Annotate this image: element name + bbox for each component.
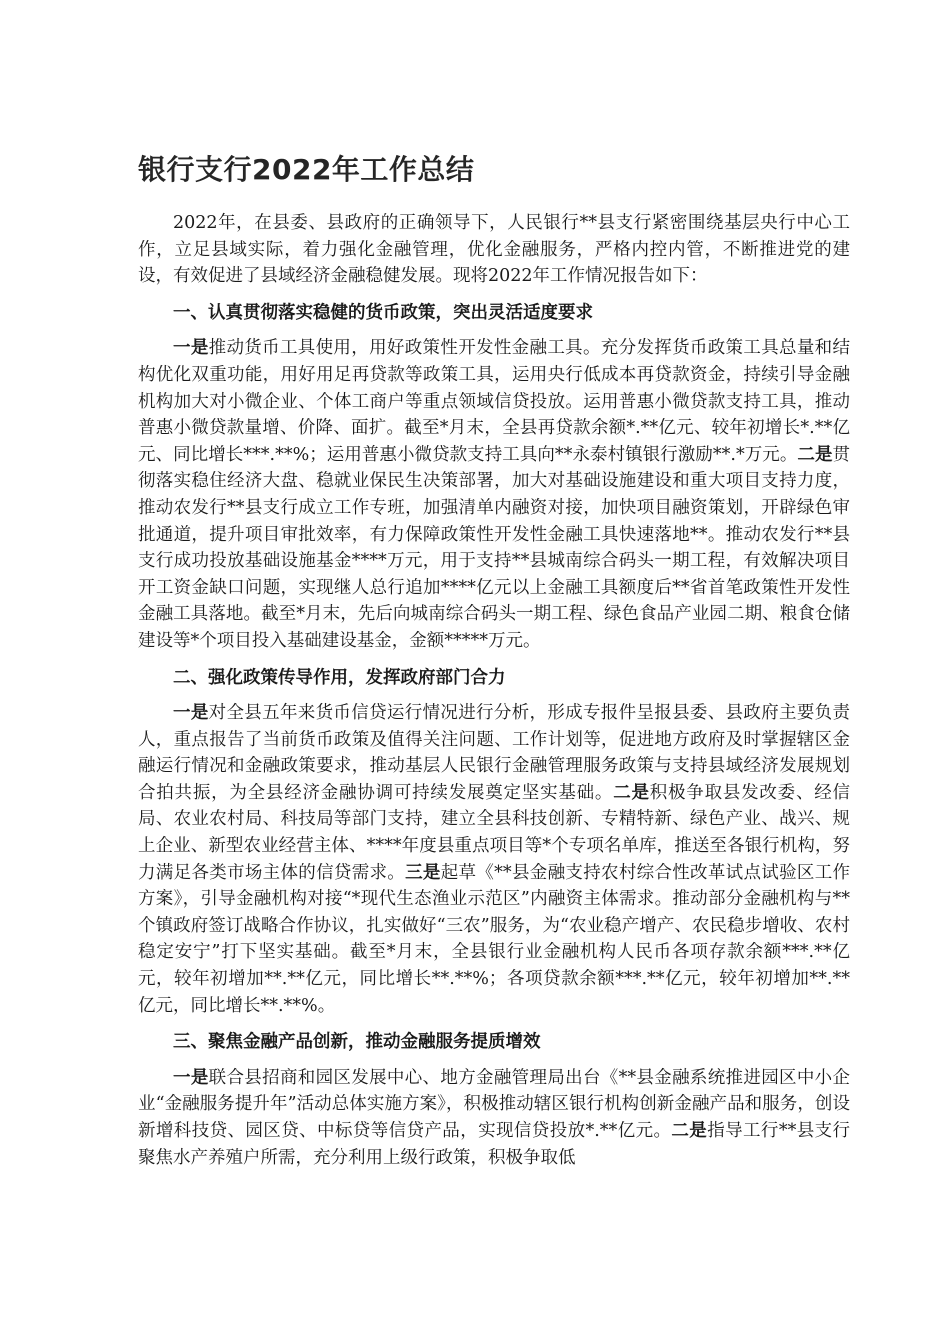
document-title: 银行支行2022年工作总结 (138, 153, 475, 186)
section-1-paragraph (138, 335, 850, 654)
section-2-paragraph (138, 700, 850, 1019)
lead-marker: 一是 (173, 1067, 209, 1088)
paragraph-text: 推动货币工具使用，用好政策性开发性金融工具。充分发挥货币政策工具总量和结构优化双重功能，用好用足再贷款等政策工具，运用央行低成本再贷款资金，持续引导金融机构加大对小微企业、个体工商户等重点领域信贷投放。运用普惠小微贷款支持工具，推动普惠小微贷款量增、价降、面扩。截至*月末，全县再贷款余额*.**亿元、较年初增长*.**亿元、同比增长***.**%；运用普惠小微贷款支持工具向**永泰村镇银行激励**.*万元。 (138, 338, 851, 465)
section-3-heading: 三、聚焦金融产品创新，推动金融服务提质增效 (173, 1032, 541, 1053)
paragraph-text: 对全县五年来货币信贷运行情况进行分析，形成专报件呈报县委、县政府主要负责人，重点报告了当前货币政策及值得关注问题、工作计划等，促进地方政府及时掌握辖区金融运行情况和金融政策要求，推动基层人民银行金融管理服务政策与支持县域经济发展规划合拍共振，为全县经济金融协调可持续发展奠定坚实基础。 (138, 703, 851, 803)
lead-marker: 一是 (173, 338, 209, 359)
lead-marker: 一是 (173, 703, 209, 724)
paragraph-text: 贯彻落实稳住经济大盘、稳就业保民生决策部署，加大对基础设施建设和重大项目支持力度，推动农发行**县支行成立工作专班，加强清单内融资对接，加快项目融资策划，开辟绿色审批通道，提升项目审批效率，有力保障政策性开发性金融工具快速落地**。推动农发行**县支行成功投放基础设施基金****万元，用于支持**县城南综合码头一期工程，有效解决项目开工资金缺口问题，实现继人总行追加****亿元以上金融工具额度后**省首笔政策性开发性金融工具落地。截至*月末，先后向城南综合码头一期工程、绿色食品产业园二期、粮食仓储建设等*个项目投入基础建设基金，金额*****万元。 (138, 444, 850, 651)
lead-marker: 二是 (613, 782, 650, 803)
document-page (138, 150, 850, 1171)
lead-marker: 三是 (405, 862, 441, 883)
section-2-heading: 二、强化政策传导作用，发挥政府部门合力 (173, 667, 506, 688)
paragraph-text: 指导工行**县支行聚焦水产养殖户所需，充分利用上级行政策，积极争取低 (138, 1121, 851, 1168)
paragraph-text: 联合县招商和园区发展中心、地方金融管理局出台《**县金融系统推进园区中小企业“金融服务提升年”活动总体实施方案》，积极推动辖区银行机构创新金融产品和服务，创设新增科技贷、园区贷、中标贷等信贷产品，实现信贷投放*.**亿元。 (138, 1067, 851, 1141)
section-3-paragraph (138, 1065, 850, 1171)
intro-paragraph: 2022年，在县委、县政府的正确领导下，人民银行**县支行紧密围绕基层央行中心工作，立足县域实际，着力强化金融管理，优化金融服务，严格内控内管，不断推进党的建设，有效促进了县域经济金融稳健发展。现将2022年工作情况报告如下： (138, 213, 850, 287)
section-1-heading: 一、认真贯彻落实稳健的货币政策，突出灵活适度要求 (173, 302, 593, 323)
lead-marker: 二是 (671, 1121, 708, 1141)
paragraph-text: 积极争取县发改委、经信局、农业农村局、科技局等部门支持，建立全县科技创新、专精特新、绿色产业、战兴、规上企业、新型农业经营主体、****年度县重点项目等*个专项名单库，推送至各银行机构，努力满足各类市场主体的信贷需求。 (138, 782, 851, 883)
lead-marker: 二是 (797, 444, 833, 465)
paragraph-text: 起草《**县金融支持农村综合性改革试点试验区工作方案》，引导金融机构对接“*现代生态渔业示范区”内融资主体需求。推动部分金融机构与**个镇政府签订战略合作协议，扎实做好“三农”服务，为“农业稳产增产、农民稳步增收、农村稳定安宁”打下坚实基础。截至*月末，全县银行业金融机构人民币各项存款余额***.**亿元，较年初增加**.**亿元，同比增长**.**%；各项贷款余额***.**亿元，较年初增加**.**亿元，同比增长**.**%。 (138, 862, 851, 1016)
